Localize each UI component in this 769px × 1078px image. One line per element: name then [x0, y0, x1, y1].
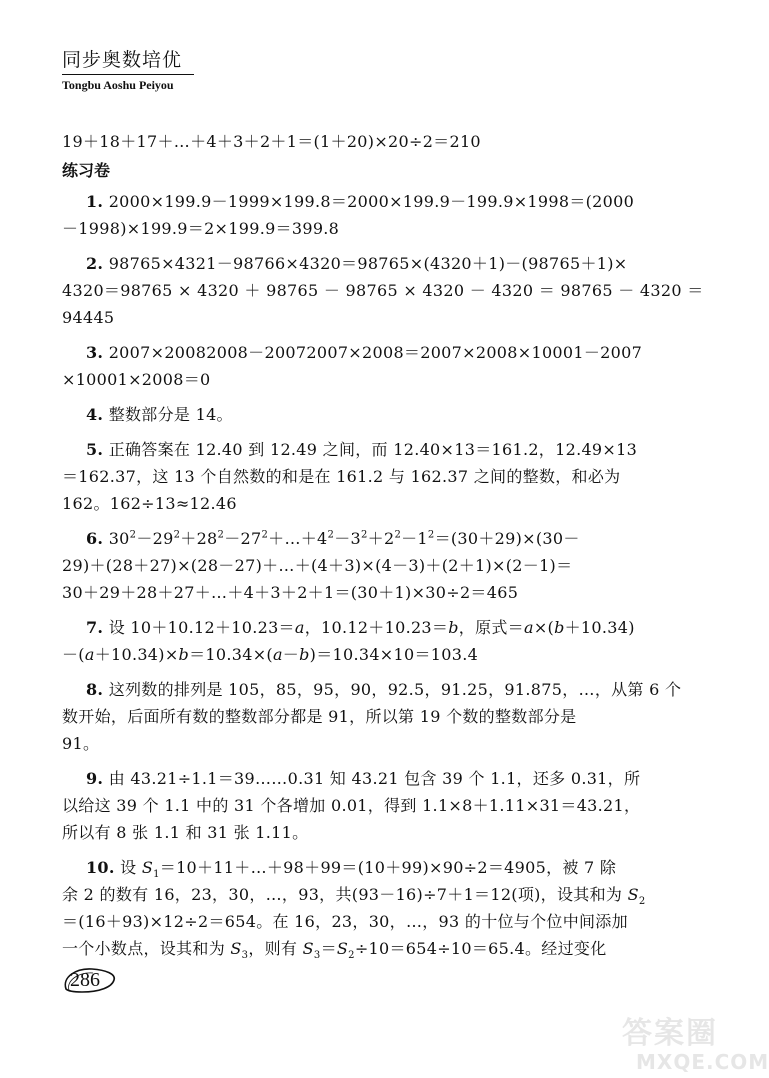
book-title: 同步奥数培优 [62, 49, 183, 71]
answer-text: 2007×20082008－20072007×2008＝2007×2008×10001－2007 [103, 343, 643, 362]
answer-8 [62, 676, 682, 757]
answer-number: 6. [86, 529, 104, 548]
answer-text: ＝(16＋93)×12÷2＝654。在 16，23，30，…，93 的十位与个位中间添加 [62, 912, 628, 931]
answer-number: 5. [86, 440, 104, 459]
book-subtitle-pinyin: Tongbu Aoshu Peiyou [62, 78, 174, 92]
answer-6 [62, 525, 662, 606]
answer-text: 数开始，后面所有数的整数部分都是 91，所以第 19 个数的整数部分是 [62, 707, 577, 726]
answer-text: 设 10＋10.12＋10.23＝a，10.12＋10.23＝b，原式＝a×(b＋10.34) [103, 618, 635, 637]
answer-10 [62, 854, 662, 962]
answer-text: 以给这 39 个 1.1 中的 31 个各增加 0.01，得到 1.1×8＋1.11×31＝43.21， [62, 796, 641, 815]
answer-3 [62, 339, 662, 393]
answer-number: 2. [86, 254, 104, 273]
answer-number: 1. [86, 192, 104, 211]
answer-text: －1998)×199.9＝2×199.9＝399.8 [62, 219, 340, 238]
answer-2 [62, 250, 704, 331]
answer-number: 9. [86, 769, 104, 788]
answer-9 [62, 765, 662, 846]
answer-text: －(a＋10.34)×b＝10.34×(a－b)＝10.34×10＝103.4 [62, 645, 479, 664]
section-heading: 练习卷 [62, 161, 111, 180]
answer-text: ×10001×2008＝0 [62, 370, 211, 389]
answer-text: 94445 [62, 308, 115, 327]
header-divider [62, 74, 194, 75]
answer-text: $30^2-29^2+28^2-27^2+\dots+4^2-3^2+2^2-1^2=(30+29)\times(30-$ [103, 529, 580, 548]
answer-number: 7. [86, 618, 104, 637]
watermark-text: 答案圈 [622, 1016, 718, 1051]
answer-text: 98765×4321－98766×4320＝98765×(4320＋1)－(98765＋1)× [103, 254, 628, 273]
intro-equation: 19＋18＋17＋…＋4＋3＋2＋1＝(1＋20)×20÷2＝210 [62, 132, 481, 151]
answer-text: 整数部分是 14。 [103, 405, 233, 424]
watermark-logo [600, 1008, 769, 1078]
answer-text: 30＋29＋28＋27＋…＋4＋3＋2＋1＝(30＋1)×30÷2＝465 [62, 583, 519, 602]
answer-text: 这列数的排列是 105，85，95，90，92.5，91.25，91.875，…，从第 6 个 [103, 680, 682, 699]
answer-4 [62, 401, 662, 428]
answer-text: 所以有 8 张 1.1 和 31 张 1.11。 [62, 823, 309, 842]
answer-text: 91。 [62, 734, 100, 753]
answer-text: 正确答案在 12.40 到 12.49 之间，而 12.40×13＝161.2，12.49×13 [103, 440, 638, 459]
answer-text: ＝162.37，这 13 个自然数的和是在 161.2 与 162.37 之间的整数，和必为 [62, 467, 621, 486]
answer-text: 4320＝98765 × 4320 ＋ 98765 － 98765 × 4320 － 4320 ＝ 98765 － 4320 ＝ [62, 281, 704, 300]
watermark-url: MXQE.COM [636, 1050, 769, 1074]
answer-5 [62, 436, 662, 517]
running-header [62, 48, 194, 92]
answer-text: 162。162÷13≈12.46 [62, 494, 237, 513]
answer-text: 一个小数点，设其和为 $S_3$，则有 $S_3=S_2\div 10=654\div 10=65.4$。经过变化 [62, 939, 607, 962]
page-body [62, 128, 704, 962]
answer-text: 2000×199.9－1999×199.8＝2000×199.9－199.9×1998＝(2000 [103, 192, 635, 211]
page-number-badge [60, 965, 118, 995]
answer-text: 由 43.21÷1.1＝39……0.31 知 43.21 包含 39 个 1.1，还多 0.31，所 [103, 769, 641, 788]
answer-1 [62, 188, 662, 242]
answer-text: 29)＋(28＋27)×(28－27)＋…＋(4＋3)×(4－3)＋(2＋1)×(2－1)＝ [62, 556, 573, 575]
answer-number: 10. [86, 858, 115, 877]
answer-text: 设 $S_1=10+11+\dots+98+99=(10+99)\times 90\div 2=4905$，被 7 除 [114, 858, 617, 881]
answer-number: 4. [86, 405, 104, 424]
answer-7 [62, 614, 662, 668]
page-number: 286 [70, 969, 100, 991]
answer-number: 8. [86, 680, 104, 699]
answer-number: 3. [86, 343, 104, 362]
answer-text: 余 2 的数有 16，23，30，…，93，共(93－16)÷7＋1＝12(项)，设其和为 $S_2$ [62, 885, 646, 908]
